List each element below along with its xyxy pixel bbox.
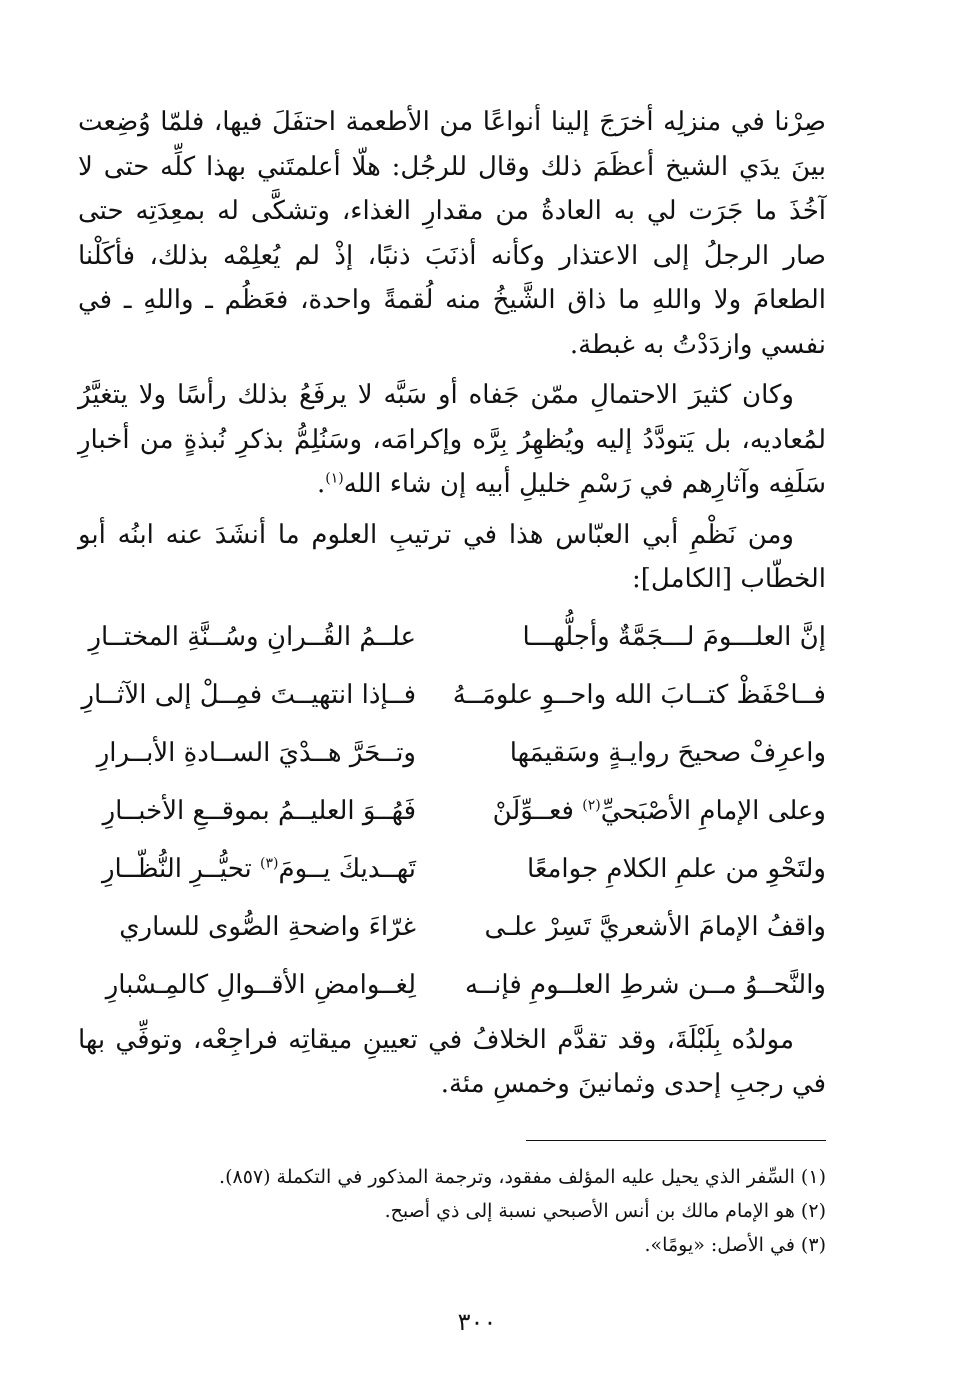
verse-second-hemistich: علــمُ القُــرانِ وسُــنَّةِ المختــارِ — [88, 621, 416, 652]
paragraph-1: صِرْنا في منزلِه أخرَجَ إلينا أنواعًا من الأطعمة احتفَلَ فيها، فلمّا وُضِعت بينَ يدَي الشيخ أعظَمَ ذلك وقال للرجُل: هلّا أعلمتَني بهذا كلِّه حتى لا آخُذَ ما جَرَت لي به العادةُ من مقدارِ الغذاء، وتشكَّى له بمعِدَتِه حتى صار الرجلُ إلى الاعتذار وكأنه أذنَبَ ذنبًا، إذْ لم يُعلِمْه بذلك، فأكَلْنا الطعامَ ولا واللهِ ما ذاق الشَّيخُ منه لُقمةً واحدة، فعَظُم ـ واللهِ ـ في نفسي وازدَدْتُ به غبطة. — [78, 107, 826, 360]
verse-second-hemistich: غرّاءَ واضحةِ الصُّوى للساري — [119, 911, 416, 942]
verse-line — [78, 840, 826, 898]
verse-first-hemistich: واعرِفْ صحيحَ روايـةٍ وسَقيمَها — [509, 737, 826, 768]
verse-second-hemistich: فَهُــوَ العليــمُ بموقــعِ الأخبــارِ — [102, 795, 416, 826]
footnote-3: (٣) في الأصل: «يومًا». — [644, 1234, 826, 1256]
verse-line — [78, 666, 826, 724]
footnote-ref-2[interactable]: (٢) — [582, 796, 601, 813]
verse-first-hemistich — [492, 795, 826, 826]
paragraph-2 — [78, 373, 826, 507]
verse-first-hemistich: إنَّ العلـــومَ لـــجَمَّةٌ وأجلُّهـــا — [522, 621, 826, 652]
verse-first-hemistich: والنَّحــوُ مــن شرطِ العلــومِ فإنــه — [464, 969, 826, 1000]
verse-line — [78, 608, 826, 666]
verse-first-hemistich: فــاحْفَظْ كتــابَ الله واحــوِ علومَــهُ — [452, 679, 826, 710]
verse-line — [78, 724, 826, 782]
footnote-2: (٢) هو الإمام مالك بن أنس الأصبحي نسبة إلى ذي أصبح. — [384, 1200, 826, 1222]
verse-first-hemistich: واقفُ الإمامَ الأشعريَّ تَسِرْ علـى — [484, 911, 826, 942]
verse-second-hemistich: فــإذا انتهيــتَ فمِــلْ إلى الآثــارِ — [81, 679, 416, 710]
paragraph-3: ومن نَظْمِ أبي العبّاس هذا في ترتيبِ العلوم ما أنشَدَ عنه ابنُه أبو الخطّاب [الكامل]: — [78, 519, 826, 594]
verse-second-hemistich — [78, 854, 416, 884]
main-text — [78, 100, 826, 1107]
paragraph-2-text: وكان كثيرَ الاحتمالِ ممّن جَفاه أو سَبَّه لا يرفَعُ بذلك رأسًا ولا يتغيَّرُ لمُعاديه، بل يَتودَّدُ إليه ويُظهِرُ بِرَّه وإكرامَه، وسَنُلِمُّ بذكرِ نُبذةٍ من أخبارِ سَلَفِه وآثارِهم في رَسْمِ خليلِ أبيه إن شاء الله — [78, 380, 826, 499]
footnote-1: (١) السِّفر الذي يحيل عليه المؤلف مفقود، وترجمة المذكور في التكملة (٨٥٧). — [219, 1166, 826, 1188]
footnote-ref-1[interactable]: (١) — [325, 470, 344, 487]
verse-line — [78, 956, 826, 1014]
footnote-separator — [526, 1140, 826, 1141]
page-number: ٣٠٠ — [457, 1308, 497, 1336]
verse-first-hemistich: ولتَحْوِ من علمِ الكلامِ جوامعًا — [527, 853, 826, 884]
poem — [78, 608, 826, 1014]
footnote-ref-3[interactable]: (٣) — [260, 854, 279, 871]
verse-second-hemistich: وتــحَرَّ هــدْيَ الســادةِ الأبــرارِ — [96, 737, 416, 768]
verse-second-hemistich: لِغــوامضِ الأقــوالِ كالمِـسْبارِ — [105, 969, 416, 1000]
verse-line — [78, 898, 826, 956]
paragraph-4: مولدُه بِلَبْلَةَ، وقد تقدَّم الخلافُ في تعيينِ ميقاتِه فراجِعْه، وتوفِّي بها في رجبِ إحدى وثمانينَ وخمسِ مئة. — [78, 1024, 826, 1099]
paragraph-2-end: . — [317, 469, 326, 499]
verse-text: وعلى الإمامِ الأصْبَحيِّ — [600, 795, 826, 826]
footnotes — [200, 1160, 826, 1262]
verse-text-end: فعــوِّلَنْ — [492, 795, 583, 826]
verse-text: تَهــديكَ يــومَ — [278, 853, 416, 884]
verse-line — [78, 782, 826, 840]
verse-text-end: تحيُّــرِ النُّظّــارِ — [102, 853, 261, 884]
